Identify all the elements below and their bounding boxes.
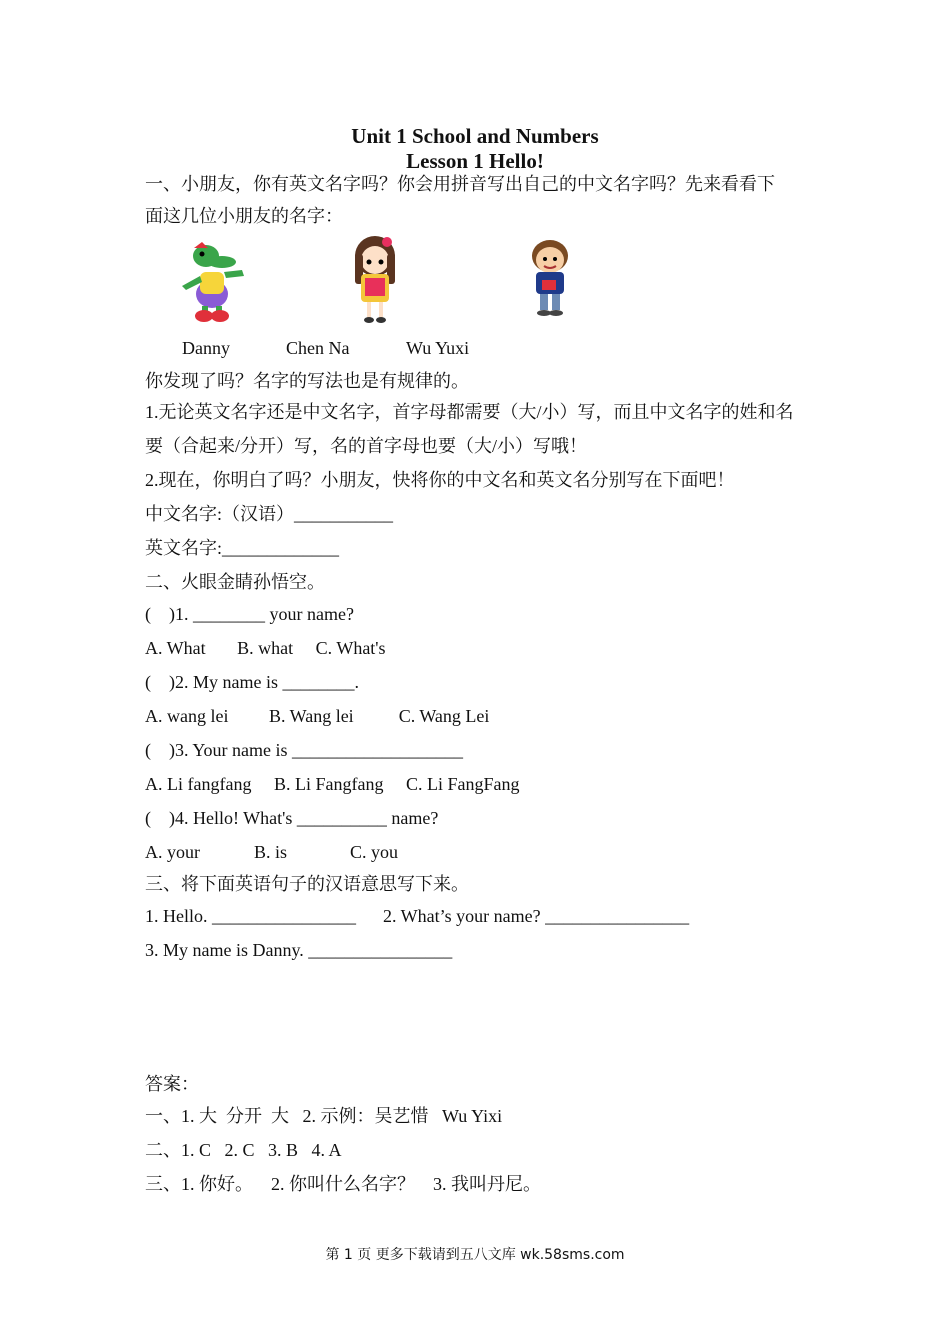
answer-section-3: 三、1. 你好。 2. 你叫什么名字？ 3. 我叫丹尼。 [145, 1174, 541, 1194]
name-label-chen-na: Chen Na [286, 338, 350, 358]
answer-section-2: 二、1. C 2. C 3. B 4. A [145, 1140, 342, 1160]
intro-text-continued: 面这几位小朋友的名字： [145, 206, 343, 226]
wu-yuxi-boy-illustration [520, 236, 580, 320]
name-label-danny: Danny [182, 338, 230, 358]
name-label-wu-yuxi: Wu Yuxi [406, 338, 470, 358]
rule-2-text: 2.现在，你明白了吗？小朋友，快将你的中文名和英文名分别写在下面吧！ [145, 470, 735, 490]
question-4-options: A. your B. is C. you [145, 842, 399, 862]
chinese-name-blank: 中文名字:（汉语）___________ [145, 504, 394, 524]
question-4: ( )4. Hello! What's __________ name? [145, 808, 439, 828]
danny-dinosaur-illustration [172, 236, 252, 326]
lesson-title: Lesson 1 Hello! [406, 149, 544, 173]
question-3: ( )3. Your name is ___________________ [145, 740, 463, 760]
chen-na-girl-illustration [345, 234, 405, 326]
question-1-options: A. What B. what C. What's [145, 638, 386, 658]
section-2-heading: 二、火眼金睛孙悟空。 [145, 572, 325, 592]
answer-section-1: 一、1. 大 分开 大 2. 示例：吴艺惜 Wu Yixi [145, 1106, 503, 1126]
section-3-heading: 三、将下面英语句子的汉语意思写下来。 [145, 874, 469, 894]
rule-1-text: 1.无论英文名字还是中文名字，首字母都需要（大/小）写，而且中文名字的姓和名 [145, 402, 794, 422]
english-name-blank: 英文名字:_____________ [145, 538, 340, 558]
question-1: ( )1. ________ your name? [145, 604, 354, 624]
page-footer: 第 1 页 更多下载请到五八文库 wk.58sms.com [325, 1247, 625, 1263]
translation-line-2: 3. My name is Danny. ________________ [145, 940, 453, 960]
discover-text: 你发现了吗？名字的写法也是有规律的。 [145, 371, 469, 391]
page-title: Unit 1 School and Numbers [351, 124, 599, 148]
question-3-options: A. Li fangfang B. Li Fangfang C. Li FangFang [145, 774, 520, 794]
intro-text: 一、小朋友，你有英文名字吗？你会用拼音写出自己的中文名字吗？先来看看下 [145, 174, 775, 194]
question-2: ( )2. My name is ________. [145, 672, 359, 692]
rule-1-text-continued: 要（合起来/分开）写，名的首字母也要（大/小）写哦！ [145, 436, 587, 456]
answers-label: 答案： [145, 1074, 199, 1094]
translation-line-1: 1. Hello. ________________ 2. What’s your name? ________________ [145, 906, 690, 926]
question-2-options: A. wang lei B. Wang lei C. Wang Lei [145, 706, 490, 726]
